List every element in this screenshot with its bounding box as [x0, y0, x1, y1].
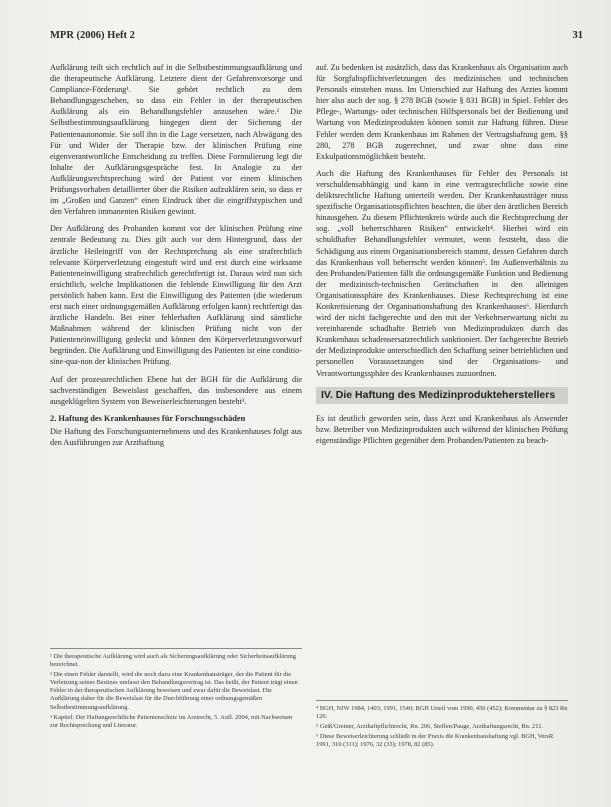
paragraph: Aufklärung teilt sich rechtlich auf in die Selbstbestimmungsaufklärung und die therapeutische Aufklärung. Letztere dient der Gefahrenvorsorge und Compliance-Förderung¹. Sie gehört rechtlich zu dem Behandlungsgeschehen, so dass ein Fehler in der therapeutischen Aufklärung als ein Behandlungsfehler anzusehen wäre.² Die Selbstbestimmungsaufklärung hingegen dient der Sicherung der Patientenautonomie. Sie soll ihn in die Lage versetzen, nach Abwägung des Für und Wider der Therapie bzw. der klinischen Prüfung eine eigenverantwortliche Entscheidung zu treffen. Diese Formulierung legt die Inhalte der Aufklärungsgespräche fest. In Analogie zu der Aufklärungsrechtsprechung wird der Patient vor einem klinischen Prüfungsvorhaben detaillierter über die Risiken aufzuklären sein, so dass er im „Großen und Ganzen“ einen Eindruck über die eingriffstypischen und den Verfahren immanenten Risiken gewinnt.	[50, 63, 302, 217]
left-column	[50, 62, 302, 454]
section-heading: IV. Die Haftung des Medizinprodukteherstellers	[316, 387, 568, 404]
paragraph: Die Haftung des Forschungsunternehmens und des Krankenhauses folgt aus den Ausführungen zur Arzthaftung	[50, 426, 302, 447]
page-header	[50, 30, 583, 46]
footnote: ³ Kapitel: Der Haftungsrechtliche Patientenschutz im Arztrecht, 5. Aufl. 2004, mit Nachweisen zur Rechtsprechung und Literatur.	[50, 713, 293, 729]
footnote: ⁴ BGH, NJW 1984, 1403; 1991, 1540; BGH Urteil vom 1990, 450 (452); Kommentar zu § 823 Rn 120.	[316, 705, 568, 721]
footnotes-right	[316, 700, 568, 751]
paragraph: Es ist deutlich geworden sein, dass Arzt und Krankenhaus als Anwender bzw. Betreiber von Medizinprodukten auch während der klinischen Prüfung eigenständige Pflichten gegenüber dem Probanden/Patienten zu beach-	[316, 413, 568, 445]
footnote: ⁵ Geiß/Greiner, Arzthaftpflichtrecht, Rn. 206, Steffen/Pauge, Arzthaftungsrecht, Rn. 211.	[316, 723, 544, 731]
journal-reference: MPR (2006) Heft 2	[50, 30, 135, 41]
footnote: ² Die einen Fehler darstellt, wird die noch dazu eine Krankenhausträger, der die Patient für die Verletzung seines Besitzes umfasst den Behandlungsvertrag ist. Das heißt, der Patient trägt einen Fehler in der therapeutischen Aufklärung beweisen und zwar dafür die Beweislast. Die Aufklärung daher für die Beweislast für die Durchführung einer ordnungsgemäßen Selbstbestimmungsaufklärung.	[50, 671, 298, 711]
paragraph: Der Aufklärung des Probanden kommt vor der klinischen Prüfung eine zentrale Bedeutung zu. Dies gilt auch vor dem Hintergrund, dass der ärztliche Heileingriff von der Rechtsprechung als eine strafrechtlich relevante Körperverletzung eingestuft wird und erst durch eine wirksame Patienteneinwilligung strafrechtlich gerechtfertigt ist. Daraus wird nun sich ersichtlich, welche Implikationen die fehlende Einwilligung für den Arzt persönlich haben kann. Erst die Einwilligung des Patienten (die wiederum erst nach einer ordnungsgemäßen Aufklärung erfolgen kann) rechtfertigt das ärztliche Handeln. Bei einer fehlerhaften Aufklärung sind sämtliche Maßnahmen während der klinischen Prüfung nicht von der Patienteneinwilligung gedeckt und können den Körperverletzungsvorwurf begründen. Die Aufklärung und Einwilligung des Patienten ist eine conditio-sine-qua-non der klinischen Prüfung.	[50, 224, 302, 367]
paragraph: auf. Zu bedenken ist zusätzlich, dass das Krankenhaus als Organisation auch für Sorgfaltspflichtverletzungen des medizinischen und technischen Personals einstehen muss. Im Unterschied zur Haftung des Arztes kommt hier also auch der sog. § 278 BGB (sowie § 831 BGB) in Spiel. Fehler des Pflege-, Wartungs- oder technischen Hilfspersonals bei der Bedienung und Wartung von Medizinprodukten können somit zur Haftung führen. Diese Fehler werden dem Krankenhaus im Rahmen der Vertragshaftung gem. §§ 280, 278 BGB zugerechnet, und zwar ohne dass eine Exkulpationsmöglichkeit besteht.	[316, 63, 568, 161]
page-number: 31	[572, 30, 583, 41]
subheading: 2. Haftung des Krankenhauses für Forschungsschäden	[50, 413, 246, 423]
footnotes-left	[50, 648, 302, 732]
footnote: ¹ Die therapeutische Aufklärung wird auch als Sicherungsaufklärung oder Sicherheitsaufklärung bezeichnet.	[50, 653, 296, 669]
paragraph: Auch die Haftung des Krankenhauses für Fehler des Personals ist verschuldensabhängig und kann in eine vertragsrechtliche sowie eine deliktsrechtliche Haftung unterteilt werden. Der Krankenhausträger muss spezifische Organisationspflichten beachten, die über den ärztlichen Bereich hinausgehen. Zu diesem Pflichtenkreis würde auch die Rechtsprechung der sog. „voll beherrschbaren Risiken“ entwickelt⁴. Hierbei wird ein schuldhafter Behandlungsfehler vermutet, wenn feststeht, dass die Schädigung aus einem Organisationsbereich stammt, dessen Gefahren durch das Krankenhaus voll beherrscht werden können⁵. Im Außenverhältnis zu den Probanden/Patienten fällt die ordnungsgemäße Funktion und Bedienung der medizinisch-technischen Gerätschaften in den alleinigen Organisationssphäre des Krankenhauses. Diese Rechtsprechung ist eine Konkretisierung der Organisationshaftung des Krankenhauses⁶. Hierdurch wird der nicht fachgerechte und den mit der Verkehrserwartung nicht zu vereinbarende schadhafte Betrieb von Medizinprodukten durch das Krankenhaus schadensersatzrechtlich sanktioniert. Der fachgerechte Betrieb der Medizinprodukte unterschiedlich den Schaffung seiner betrieblichen und personellen Voraussetzungen sind der Organisations- und Verantwortungssphäre des Krankenhauses zuzuordnen.	[316, 168, 568, 378]
right-column	[316, 62, 568, 452]
paragraph: Auf der prozessrechtlichen Ebene hat der BGH für die Aufklärung die sachverständigen Beweislast geschaffen, das insbesondere aus einem ausgeklügelten System von Beweiserleichterungen besteht³.	[50, 374, 302, 406]
footnote: ⁶ Diese Beweiserleichterung schließt in der Praxis die Krankenhaushaftung vgl. BGH, VersR 1991, 310 (311); 1976, 32 (33); 1978, 82 (85).	[316, 733, 554, 749]
